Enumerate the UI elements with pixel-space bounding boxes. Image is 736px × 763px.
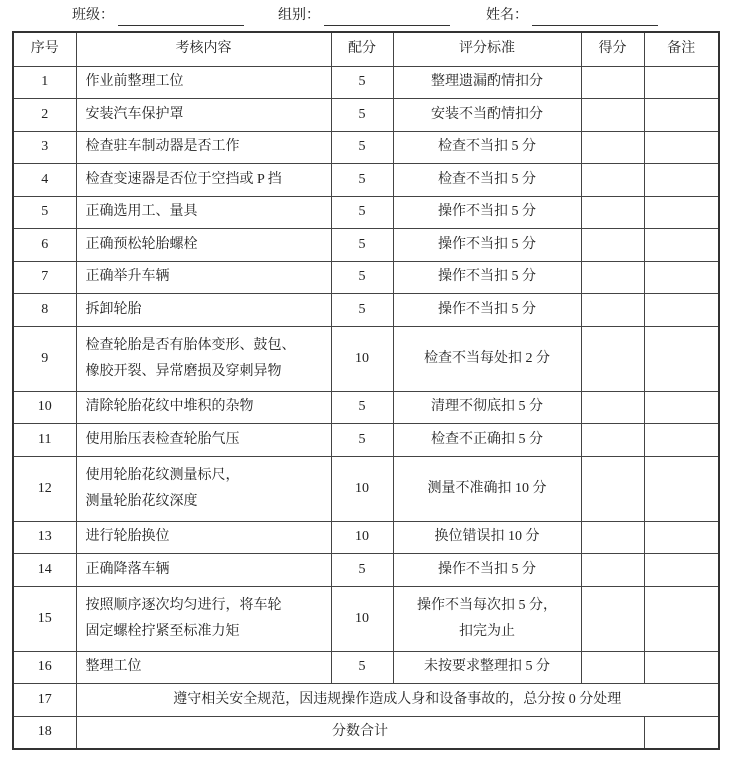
row-obtained-score-cell[interactable] <box>581 424 644 457</box>
row-obtained-score-cell[interactable] <box>581 261 644 294</box>
row-remarks-cell[interactable] <box>644 196 719 229</box>
class-label: 班级： <box>72 8 114 23</box>
content-text-line2: 橡胶开裂、异常磨损及穿刺异物 <box>85 363 282 379</box>
row-criteria <box>393 196 581 229</box>
criteria-text: 操作不当扣 5 分 <box>438 269 536 285</box>
row-number: 14 <box>13 554 76 587</box>
row-score: 5 <box>331 261 393 294</box>
criteria-text: 检查不当扣 5 分 <box>438 171 536 187</box>
table-row <box>13 294 719 327</box>
row-remarks-cell[interactable] <box>644 586 719 651</box>
criteria-text: 检查不当每处扣 2 分 <box>424 350 550 366</box>
row-obtained-score-cell[interactable] <box>581 586 644 651</box>
content-text-line2: 测量轮胎花纹深度 <box>85 493 198 509</box>
group-label: 组别： <box>278 8 320 23</box>
row-content <box>76 456 331 521</box>
row-criteria <box>393 229 581 262</box>
safety-rule-text: 遵守相关安全规范，因违规操作造成人身和设备事故的，总分按 0 分处理 <box>76 684 719 717</box>
row-criteria <box>393 294 581 327</box>
header-content: 考核内容 <box>76 32 331 66</box>
row-remarks-cell[interactable] <box>644 261 719 294</box>
criteria-text: 操作不当扣 5 分 <box>438 301 536 317</box>
row-score: 5 <box>331 424 393 457</box>
row-criteria <box>393 261 581 294</box>
row-score: 5 <box>331 196 393 229</box>
table-row <box>13 229 719 262</box>
row-number: 10 <box>13 391 76 424</box>
row-score: 5 <box>331 391 393 424</box>
row-content <box>76 66 331 99</box>
row-criteria <box>393 326 581 391</box>
header-remarks: 备注 <box>644 32 719 66</box>
content-text: 使用胎压表检查轮胎气压 <box>85 431 240 447</box>
row-obtained-score-cell[interactable] <box>581 456 644 521</box>
row-criteria <box>393 99 581 132</box>
row-remarks-cell[interactable] <box>644 456 719 521</box>
row-content <box>76 391 331 424</box>
row-content <box>76 131 331 164</box>
table-row <box>13 391 719 424</box>
row-obtained-score-cell[interactable] <box>581 326 644 391</box>
row-number: 12 <box>13 456 76 521</box>
table-row <box>13 164 719 197</box>
assessment-table <box>12 31 720 750</box>
row-number: 9 <box>13 326 76 391</box>
student-info-line <box>0 6 736 28</box>
row-number: 16 <box>13 651 76 684</box>
row-remarks-cell[interactable] <box>644 326 719 391</box>
criteria-text: 操作不当每次扣 5 分， <box>417 597 557 613</box>
row-number: 18 <box>13 716 76 749</box>
criteria-text-line2: 扣完为止 <box>459 623 515 639</box>
table-row <box>13 554 719 587</box>
criteria-text: 未按要求整理扣 5 分 <box>424 659 550 675</box>
row-remarks-cell[interactable] <box>644 294 719 327</box>
row-remarks-cell[interactable] <box>644 131 719 164</box>
row-criteria <box>393 521 581 554</box>
table-header-row <box>13 32 719 66</box>
row-obtained-score-cell[interactable] <box>581 66 644 99</box>
row-number: 1 <box>13 66 76 99</box>
content-text: 拆卸轮胎 <box>85 301 142 317</box>
criteria-text: 测量不准确扣 10 分 <box>427 480 547 496</box>
row-number: 2 <box>13 99 76 132</box>
criteria-text: 换位错误扣 10 分 <box>434 529 540 545</box>
header-score: 配分 <box>331 32 393 66</box>
row-content <box>76 326 331 391</box>
total-remarks-cell[interactable] <box>644 716 719 749</box>
row-remarks-cell[interactable] <box>644 554 719 587</box>
criteria-text: 操作不当扣 5 分 <box>438 561 536 577</box>
row-score: 5 <box>331 294 393 327</box>
table-row <box>13 586 719 651</box>
row-remarks-cell[interactable] <box>644 424 719 457</box>
content-text: 按照顺序逐次均匀进行，将车轮 <box>85 597 282 613</box>
group-field[interactable] <box>278 6 450 26</box>
row-obtained-score-cell[interactable] <box>581 131 644 164</box>
row-criteria <box>393 131 581 164</box>
row-number: 13 <box>13 521 76 554</box>
row-content <box>76 261 331 294</box>
content-text: 使用轮胎花纹测量标尺， <box>85 467 240 483</box>
criteria-text: 检查不当扣 5 分 <box>438 139 536 155</box>
content-text: 安装汽车保护罩 <box>85 106 184 122</box>
group-blank[interactable] <box>324 9 450 26</box>
content-text: 正确预松轮胎螺栓 <box>85 236 198 252</box>
row-criteria <box>393 554 581 587</box>
row-content <box>76 521 331 554</box>
name-label: 姓名： <box>486 8 528 23</box>
row-obtained-score-cell[interactable] <box>581 521 644 554</box>
header-obtained: 得分 <box>581 32 644 66</box>
row-obtained-score-cell[interactable] <box>581 196 644 229</box>
row-number: 4 <box>13 164 76 197</box>
criteria-text: 操作不当扣 5 分 <box>438 204 536 220</box>
row-content <box>76 651 331 684</box>
content-text: 正确降落车辆 <box>85 561 170 577</box>
row-content <box>76 164 331 197</box>
row-criteria <box>393 391 581 424</box>
row-number: 7 <box>13 261 76 294</box>
row-criteria <box>393 651 581 684</box>
row-obtained-score-cell[interactable] <box>581 229 644 262</box>
total-label: 分数合计 <box>76 716 644 749</box>
content-text: 进行轮胎换位 <box>85 529 170 545</box>
row-remarks-cell[interactable] <box>644 99 719 132</box>
row-remarks-cell[interactable] <box>644 229 719 262</box>
row-score: 5 <box>331 99 393 132</box>
table-row <box>13 99 719 132</box>
content-text: 检查驻车制动器是否工作 <box>85 139 240 155</box>
row-remarks-cell[interactable] <box>644 651 719 684</box>
row-remarks-cell[interactable] <box>644 66 719 99</box>
content-text: 正确选用工、量具 <box>85 204 198 220</box>
row-score: 5 <box>331 651 393 684</box>
row-content <box>76 424 331 457</box>
row-remarks-cell[interactable] <box>644 521 719 554</box>
row-score: 5 <box>331 164 393 197</box>
row-obtained-score-cell[interactable] <box>581 554 644 587</box>
row-score: 10 <box>331 521 393 554</box>
total-row <box>13 716 719 749</box>
row-criteria <box>393 66 581 99</box>
class-blank[interactable] <box>118 9 244 26</box>
table-row <box>13 326 719 391</box>
row-obtained-score-cell[interactable] <box>581 294 644 327</box>
content-text: 清除轮胎花纹中堆积的杂物 <box>85 399 254 415</box>
content-text: 正确举升车辆 <box>85 269 170 285</box>
row-content <box>76 586 331 651</box>
content-text: 整理工位 <box>85 659 142 675</box>
row-content <box>76 554 331 587</box>
row-content <box>76 229 331 262</box>
row-obtained-score-cell[interactable] <box>581 651 644 684</box>
content-text: 检查变速器是否位于空挡或 P 挡 <box>85 171 282 187</box>
table-row <box>13 261 719 294</box>
table-row <box>13 424 719 457</box>
row-criteria <box>393 456 581 521</box>
row-content <box>76 196 331 229</box>
name-field[interactable] <box>486 6 658 26</box>
row-score: 5 <box>331 131 393 164</box>
row-score: 5 <box>331 229 393 262</box>
row-score: 10 <box>331 326 393 391</box>
row-score: 10 <box>331 456 393 521</box>
header-no: 序号 <box>13 32 76 66</box>
content-text-line2: 固定螺栓拧紧至标准力矩 <box>85 623 240 639</box>
table-row <box>13 131 719 164</box>
row-remarks-cell[interactable] <box>644 391 719 424</box>
row-obtained-score-cell[interactable] <box>581 164 644 197</box>
row-criteria <box>393 164 581 197</box>
name-blank[interactable] <box>532 9 658 26</box>
table-row <box>13 651 719 684</box>
safety-rule-row <box>13 684 719 717</box>
row-score: 10 <box>331 586 393 651</box>
row-score: 5 <box>331 66 393 99</box>
row-obtained-score-cell[interactable] <box>581 99 644 132</box>
row-score: 5 <box>331 554 393 587</box>
header-criteria: 评分标准 <box>393 32 581 66</box>
table-row <box>13 456 719 521</box>
row-number: 15 <box>13 586 76 651</box>
criteria-text: 安装不当酌情扣分 <box>431 106 543 122</box>
table-row <box>13 196 719 229</box>
row-number: 8 <box>13 294 76 327</box>
row-number: 5 <box>13 196 76 229</box>
row-criteria <box>393 424 581 457</box>
row-remarks-cell[interactable] <box>644 164 719 197</box>
content-text: 检查轮胎是否有胎体变形、鼓包、 <box>85 337 296 353</box>
row-obtained-score-cell[interactable] <box>581 391 644 424</box>
row-number: 11 <box>13 424 76 457</box>
criteria-text: 操作不当扣 5 分 <box>438 236 536 252</box>
row-content <box>76 294 331 327</box>
criteria-text: 整理遗漏酌情扣分 <box>431 74 543 90</box>
row-number: 17 <box>13 684 76 717</box>
row-content <box>76 99 331 132</box>
table-row <box>13 521 719 554</box>
criteria-text: 清理不彻底扣 5 分 <box>431 399 543 415</box>
class-field[interactable] <box>72 6 244 26</box>
row-criteria <box>393 586 581 651</box>
row-number: 6 <box>13 229 76 262</box>
table-row <box>13 66 719 99</box>
content-text: 作业前整理工位 <box>85 74 184 90</box>
row-number: 3 <box>13 131 76 164</box>
criteria-text: 检查不正确扣 5 分 <box>431 431 543 447</box>
